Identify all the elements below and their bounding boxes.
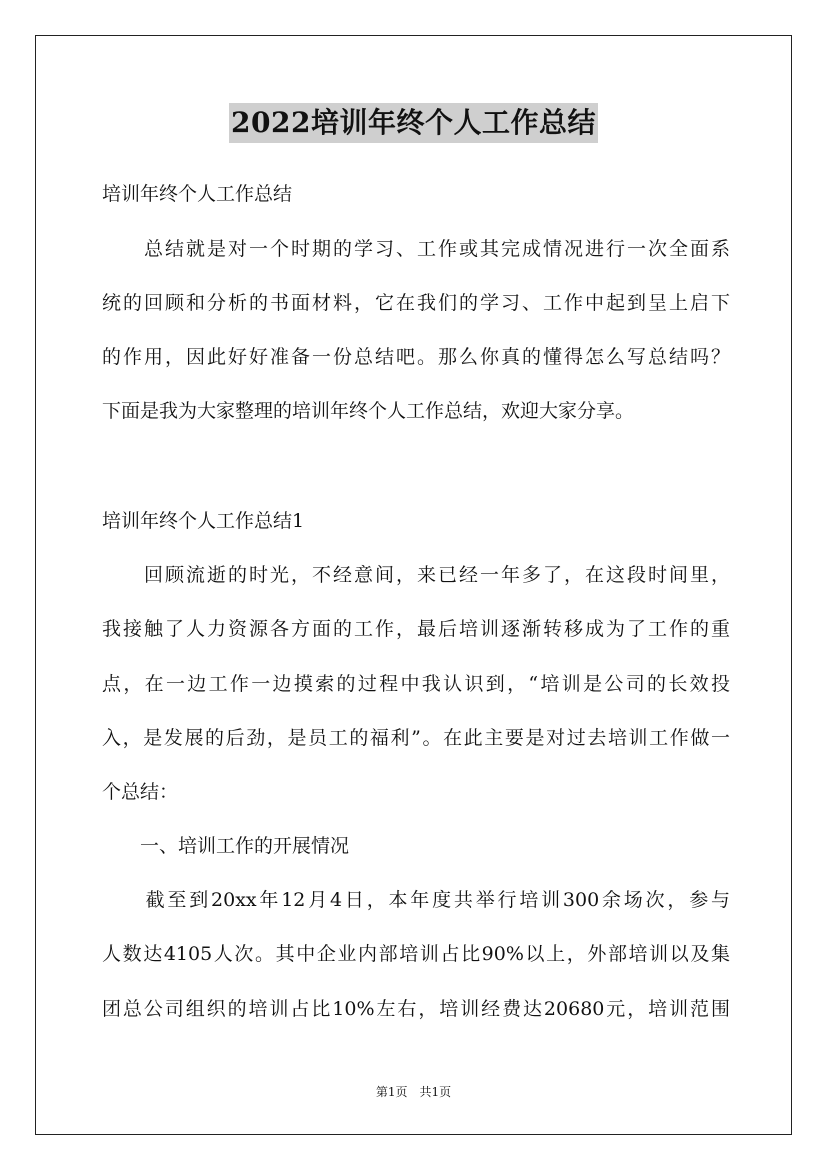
body-line: 我接触了人力资源各方面的工作，最后培训逐渐转移成为了工作的重 (102, 618, 730, 640)
body-line: 点，在一边工作一边摸索的过程中我认识到，“培训是公司的长效投 (102, 673, 730, 695)
body-line: 回顾流逝的时光，不经意间，来已经一年多了，在这段时间里， (102, 564, 730, 586)
body-line: 的作用，因此好好准备一份总结吧。那么你真的懂得怎么写总结吗？ (102, 346, 730, 368)
page-footer: 第1页 共1页 (375, 1085, 452, 1099)
body-line: 入，是发展的后劲，是员工的福利”。在此主要是对过去培训工作做一 (102, 727, 730, 749)
body-line: 个总结： (102, 781, 179, 803)
subsection-heading: 一、培训工作的开展情况 (102, 835, 350, 857)
body-line: 团总公司组织的培训占比10%左右，培训经费达20680元，培训范围 (102, 998, 730, 1020)
document-title: 2022培训年终个人工作总结 (229, 103, 598, 143)
body-line: 截至到20xx年12月4日，本年度共举行培训300余场次，参与 (102, 889, 730, 911)
section-heading: 培训年终个人工作总结1 (102, 510, 305, 532)
subtitle-line: 培训年终个人工作总结 (102, 183, 293, 205)
title-container (0, 103, 827, 143)
body-line: 下面是我为大家整理的培训年终个人工作总结，欢迎大家分享。 (102, 400, 635, 422)
body-line: 总结就是对一个时期的学习、工作或其完成情况进行一次全面系 (102, 238, 730, 260)
body-line: 人数达4105人次。其中企业内部培训占比90%以上，外部培训以及集 (102, 943, 730, 965)
body-line: 统的回顾和分析的书面材料，它在我们的学习、工作中起到呈上启下 (102, 292, 730, 314)
